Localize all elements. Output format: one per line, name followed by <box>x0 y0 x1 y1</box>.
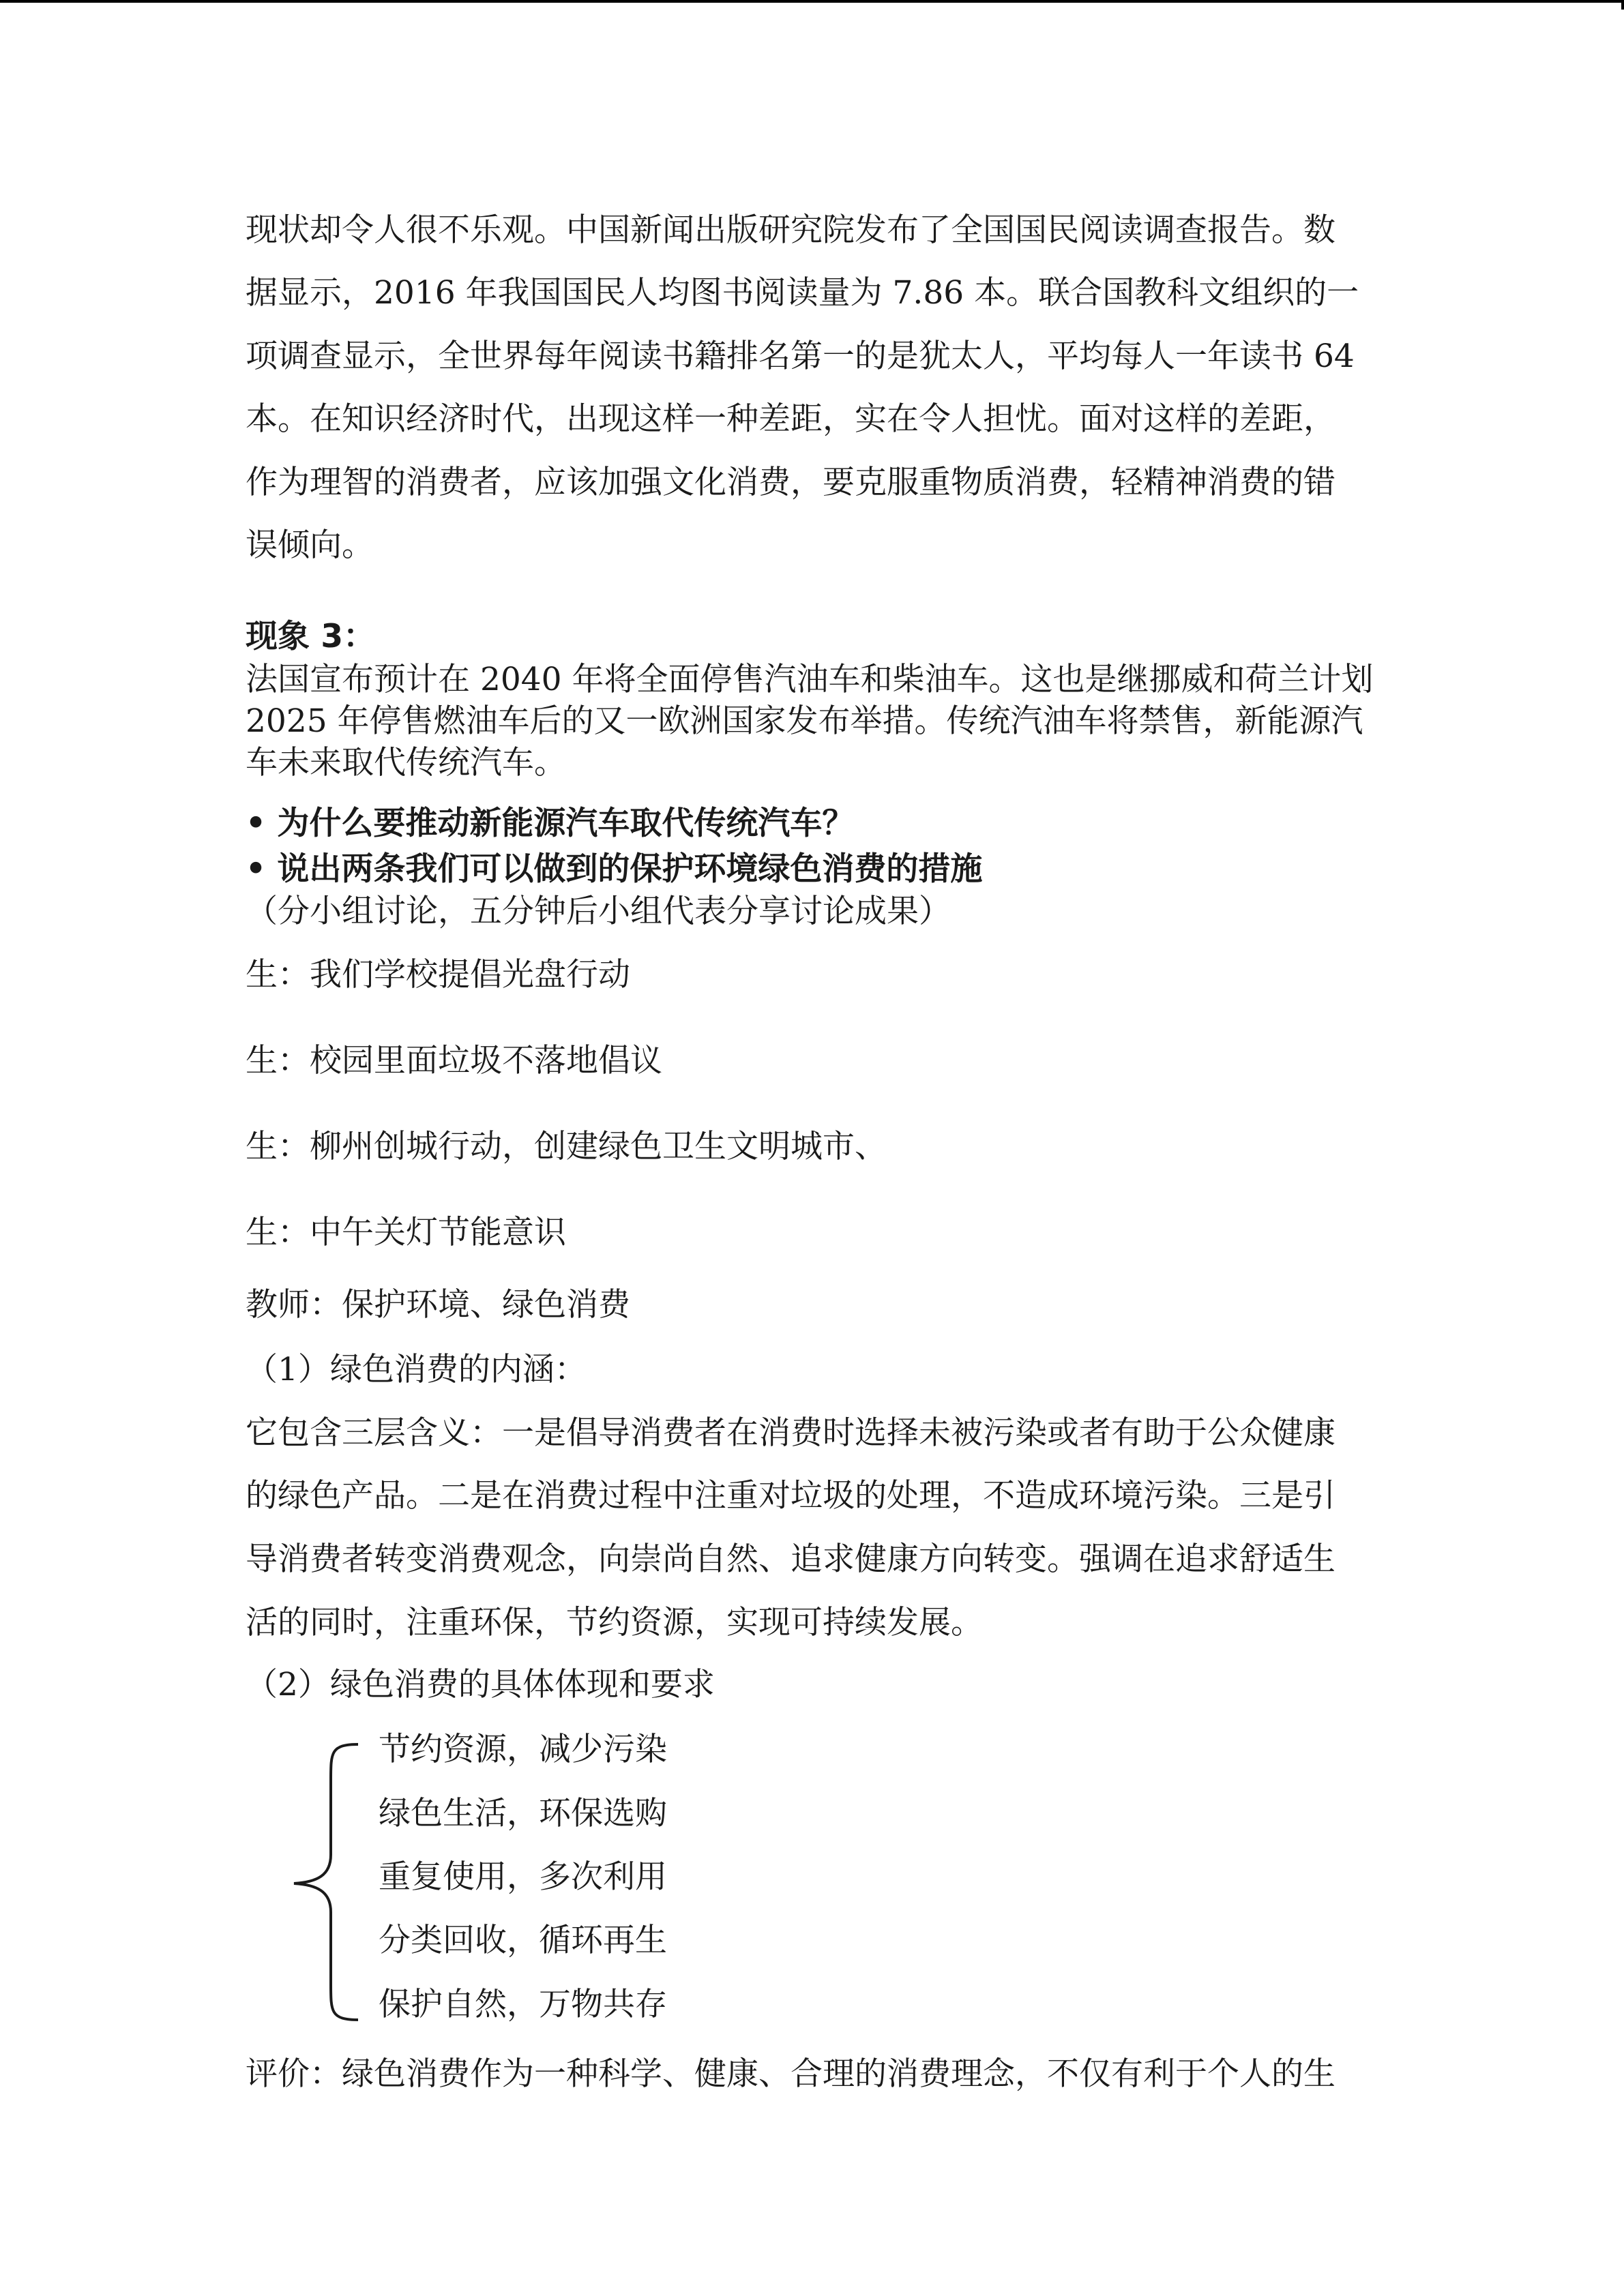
section-heading: （1）绿色消费的内涵： <box>246 1351 587 1388</box>
question-item: • 说出两条我们可以做到的保护环境绿色消费的措施 <box>246 850 983 888</box>
section-line: 的绿色产品。二是在消费过程中注重对垃圾的处理，不造成环境污染。三是引 <box>246 1477 1335 1515</box>
section-line: 活的同时，注重环保，节约资源，实现可持续发展。 <box>246 1604 983 1641</box>
student-answer: 生：中午关灯节能意识 <box>246 1214 566 1251</box>
phenomenon-line: 法国宣布预计在 2040 年将全面停售汽油车和柴油车。这也是继挪威和荷兰计划 <box>246 661 1374 698</box>
phenomenon-line: 2025 年停售燃油车后的又一欧洲国家发布举措。传统汽油车将禁售，新能源汽 <box>246 702 1363 740</box>
paragraph-line: 现状却令人很不乐观。中国新闻出版研究院发布了全国国民阅读调查报告。数 <box>246 211 1335 249</box>
page-top-border <box>0 0 1624 3</box>
paragraph-line: 作为理智的消费者，应该加强文化消费，要克服重物质消费，轻精神消费的错 <box>246 464 1335 501</box>
green-consumption-item: 分类回收，循环再生 <box>379 1922 667 1959</box>
student-answer: 生：我们学校提倡光盘行动 <box>246 956 630 994</box>
page-corner-mark <box>1621 0 1624 10</box>
green-consumption-item: 节约资源，减少污染 <box>379 1731 667 1768</box>
paragraph-line: 误倾向。 <box>246 526 374 564</box>
green-consumption-item: 重复使用，多次利用 <box>379 1858 667 1896</box>
paragraph-line: 项调查显示，全世界每年阅读书籍排名第一的是犹太人，平均每人一年读书 64 <box>246 338 1355 375</box>
section-line: 导消费者转变消费观念，向崇尚自然、追求健康方向转变。强调在追求舒适生 <box>246 1540 1335 1578</box>
green-consumption-item: 绿色生活，环保选购 <box>379 1795 667 1832</box>
phenomenon-line: 车未来取代传统汽车。 <box>246 744 566 781</box>
phenomenon-heading: 现象 3： <box>246 618 376 655</box>
question-item: • 为什么要推动新能源汽车取代传统汽车？ <box>246 805 855 842</box>
discussion-note: （分小组讨论，五分钟后小组代表分享讨论成果） <box>246 893 951 930</box>
student-answer: 生：校园里面垃圾不落地倡议 <box>246 1042 662 1079</box>
teacher-line: 教师：保护环境、绿色消费 <box>246 1286 630 1324</box>
student-answer: 生：柳州创城行动，创建绿色卫生文明城市、 <box>246 1128 887 1165</box>
green-consumption-item: 保护自然，万物共存 <box>379 1986 667 2023</box>
section-heading: （2）绿色消费的具体体现和要求 <box>246 1666 715 1703</box>
paragraph-line: 据显示，2016 年我国国民人均图书阅读量为 7.86 本。联合国教科文组织的一 <box>246 274 1359 312</box>
paragraph-line: 本。在知识经济时代，出现这样一种差距，实在令人担忧。面对这样的差距， <box>246 400 1335 438</box>
evaluation-line: 评价：绿色消费作为一种科学、健康、合理的消费理念，不仅有利于个人的生 <box>246 2055 1335 2093</box>
section-line: 它包含三层含义：一是倡导消费者在消费时选择未被污染或者有助于公众健康 <box>246 1414 1335 1452</box>
left-brace-icon <box>290 1739 365 2025</box>
